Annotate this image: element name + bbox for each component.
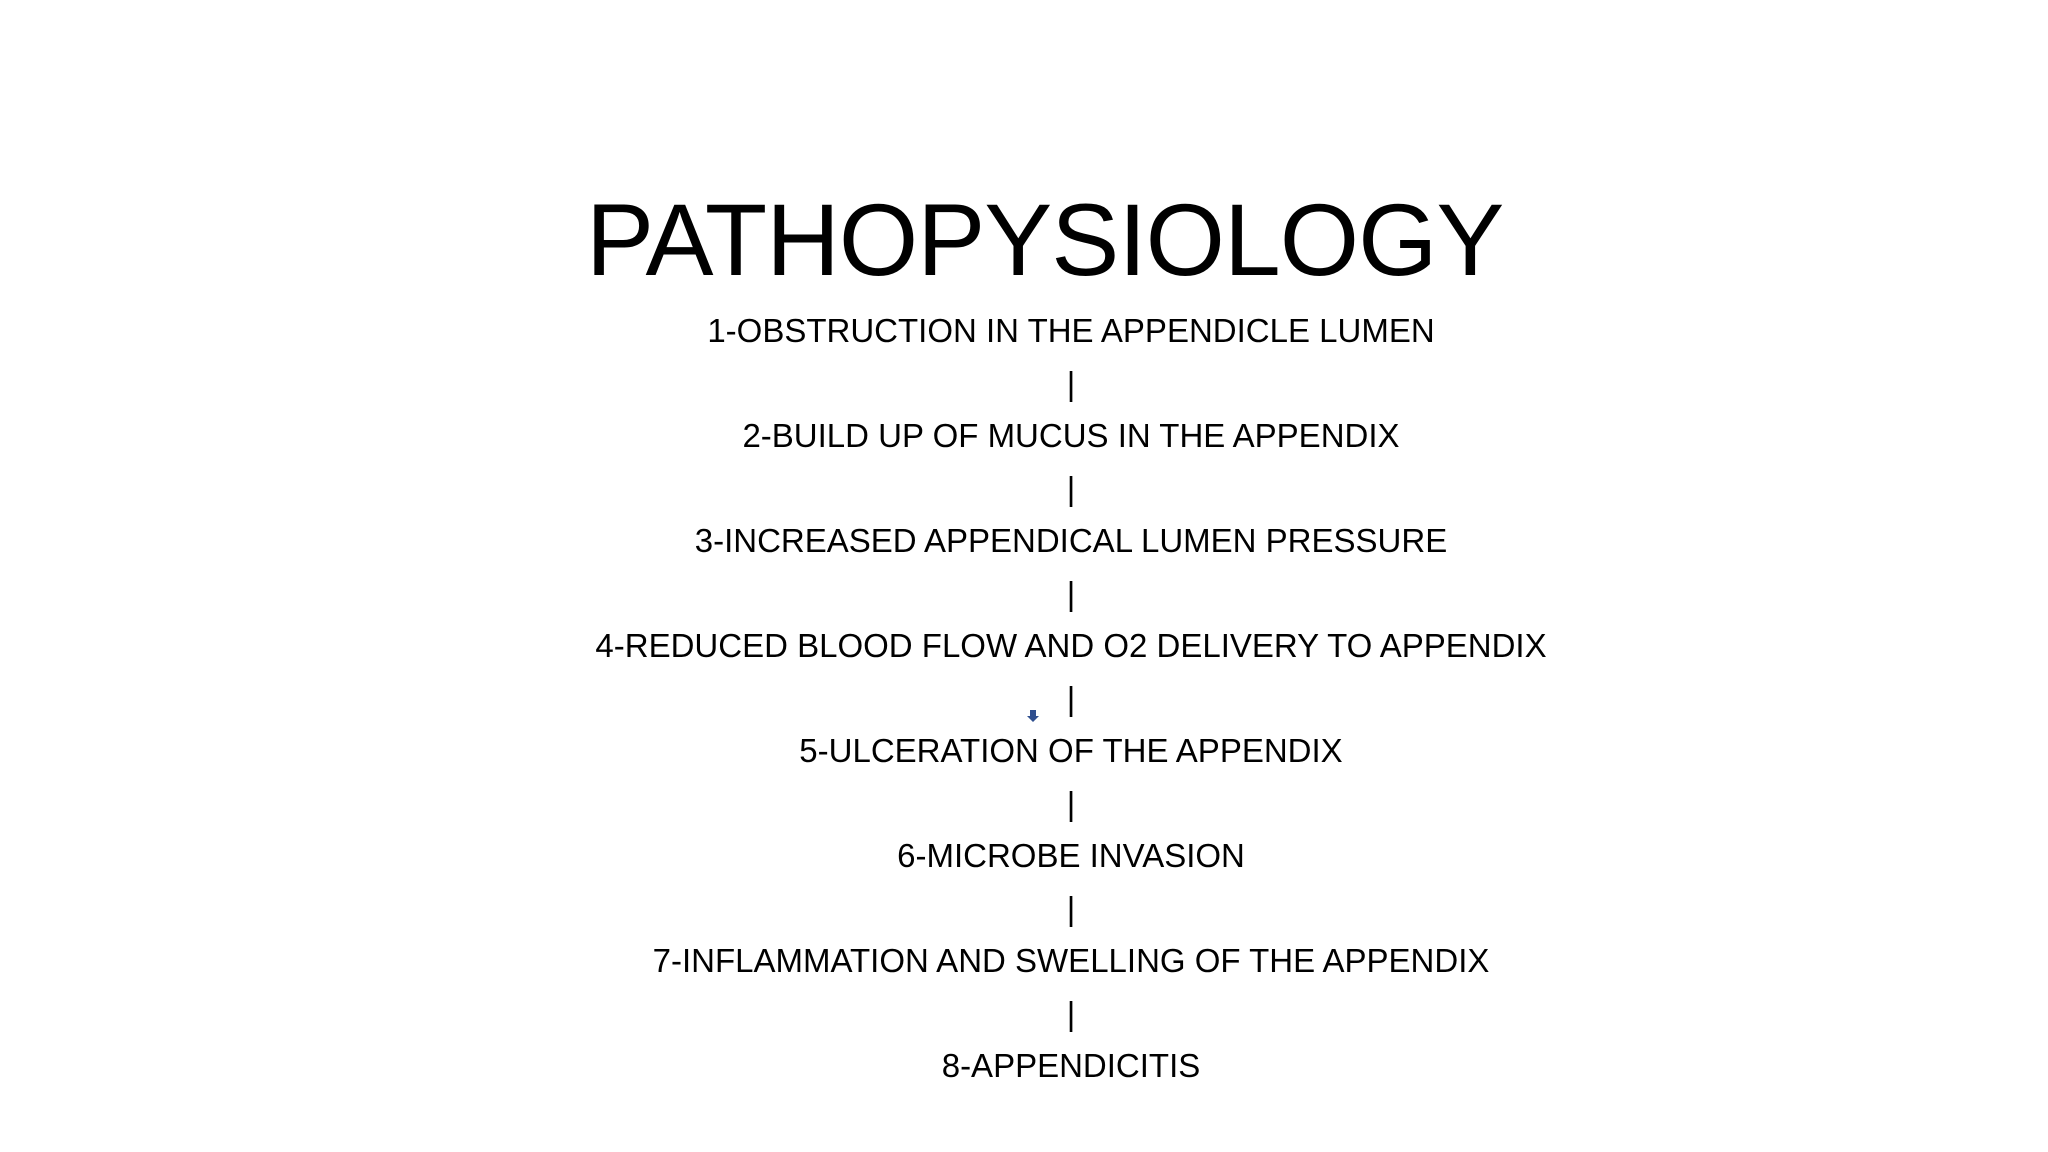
flow-step-6: 6-MICROBE INVASION (897, 837, 1245, 874)
down-arrow-icon (1026, 709, 1040, 723)
flow-connector: | (1066, 679, 1076, 717)
flow-step-3: 3-INCREASED APPENDICAL LUMEN PRESSURE (694, 522, 1448, 559)
flow-connector: | (1066, 574, 1076, 612)
flow-step-7: 7-INFLAMMATION AND SWELLING OF THE APPENDIX (652, 942, 1490, 979)
flow-connector: | (1066, 469, 1076, 507)
slide-title: PATHOPYSIOLOGY (586, 183, 1504, 297)
flow-connector: | (1066, 364, 1076, 402)
flow-connector: | (1066, 889, 1076, 927)
flow-step-2: 2-BUILD UP OF MUCUS IN THE APPENDIX (742, 417, 1400, 454)
flow-step-5: 5-ULCERATION OF THE APPENDIX (799, 732, 1343, 769)
flow-connector: | (1066, 784, 1076, 822)
flow-connector: | (1066, 994, 1076, 1032)
flow-step-4: 4-REDUCED BLOOD FLOW AND O2 DELIVERY TO APPENDIX (595, 627, 1547, 664)
pathophysiology-flow (0, 305, 2048, 1093)
flow-step-8: 8-APPENDICITIS (941, 1047, 1201, 1084)
flow-step-1: 1-OBSTRUCTION IN THE APPENDICLE LUMEN (707, 312, 1435, 349)
